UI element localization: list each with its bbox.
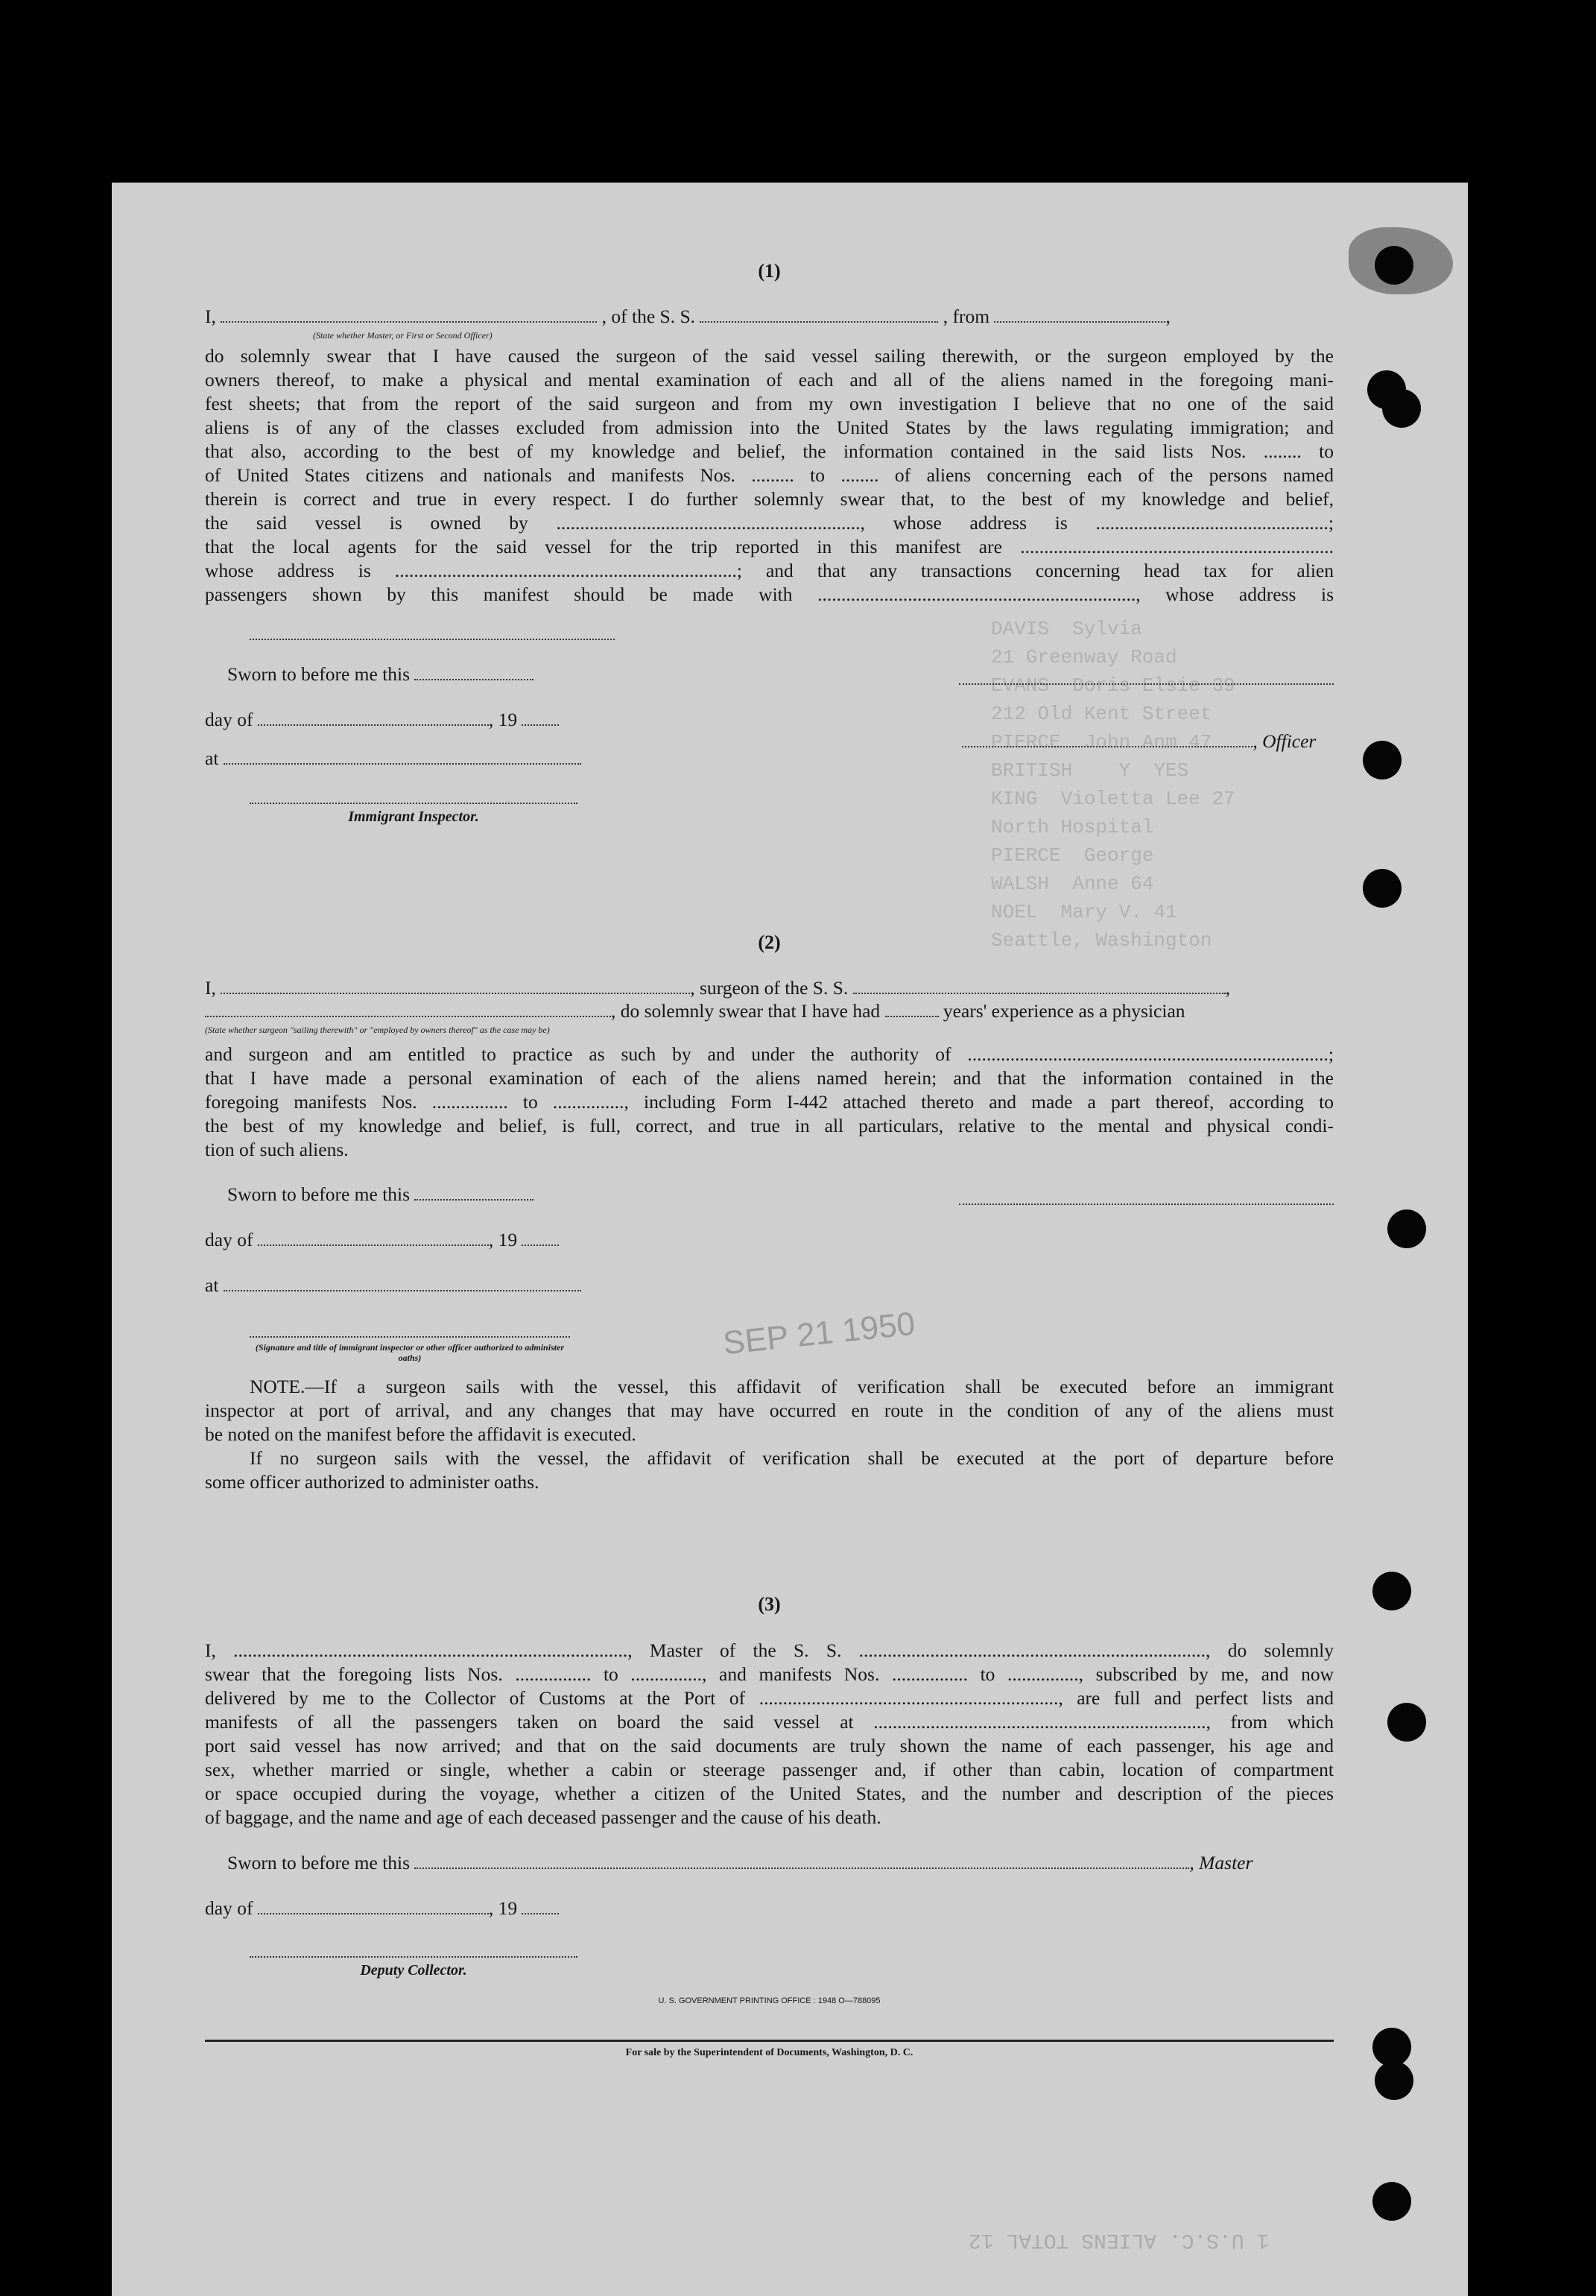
day-of-line-1: [205, 709, 1334, 731]
year-label: , 19: [488, 709, 518, 730]
signature-line: [250, 1336, 570, 1338]
day-of-line-2: [205, 1229, 1334, 1251]
punch-hole: [1363, 741, 1402, 779]
signature-line: [959, 683, 1334, 685]
section-2-line: that I have made a personal examination of each of the aliens named herein; and that the information contained in the: [205, 1067, 1334, 1089]
note-line: be noted on the manifest before the affidavit is executed.: [205, 1423, 636, 1445]
master-label: , Master: [1189, 1852, 1253, 1873]
label-i: I,: [205, 977, 216, 999]
section-3-line: delivered by me to the Collector of Customs at the Port of ..............................................................., are full and perfect lists and: [205, 1687, 1334, 1709]
punch-hole: [1375, 246, 1413, 285]
officer-label: , Officer: [1253, 730, 1317, 752]
swear-label: , do solemnly swear that I have had: [611, 1000, 881, 1022]
immigrant-inspector-caption: Immigrant Inspector.: [348, 809, 479, 825]
sworn-line-1: [205, 663, 1334, 686]
footer-text: For sale by the Superintendent of Documents, Washington, D. C.: [625, 2047, 913, 2058]
sworn-label: Sworn to before me this: [227, 1183, 411, 1205]
label-surgeon-of-ss: , surgeon of the S. S.: [690, 977, 849, 999]
officer-note: (State whether Master, or First or Second Officer): [313, 330, 493, 341]
signature-line: [250, 1956, 577, 1958]
section-3-line: of baggage, and the name and age of each deceased passenger and the cause of his death.: [205, 1806, 881, 1828]
section-1-line: that also, according to the best of my knowledge and belief, the information contained in the said lists Nos. ........ to: [205, 440, 1334, 462]
signature-line: [250, 639, 615, 640]
punch-hole: [1363, 869, 1402, 908]
at-label: at: [205, 1274, 219, 1296]
years-label: years' experience as a physician: [943, 1000, 1185, 1022]
year-label: , 19: [488, 1229, 518, 1250]
deputy-collector-caption: Deputy Collector.: [360, 1962, 467, 1979]
section-1-line: passengers shown by this manifest should be made with ..................................................................., whose address is: [205, 584, 1334, 605]
section-1-line: owners thereof, to make a physical and mental examination of each and all of the aliens named in the foregoing mani-: [205, 369, 1334, 390]
at-line-2: [205, 1274, 1334, 1297]
section-2-second-line: [205, 1000, 1334, 1022]
punch-hole: [1382, 389, 1421, 428]
section-1-line: whose address is ........................................................................; and that any transactions concerning head tax for alien: [205, 560, 1334, 581]
punch-hole: [1387, 1209, 1426, 1248]
day-of-line-3: [205, 1897, 1334, 1920]
upside-down-bleed-text: 1 U.S.C. ALIENS TOTAL 12: [969, 2228, 1270, 2251]
section-3-line: sex, whether married or single, whether a cabin or steerage passenger and, if other than cabin, location of compartment: [205, 1759, 1334, 1780]
comma: ,: [1165, 306, 1171, 327]
punch-hole: [1372, 2182, 1411, 2221]
at-label: at: [205, 747, 219, 769]
day-of-label: day of: [205, 1897, 253, 1919]
signature-note: (Signature and title of immigrant inspector or other officer authorized to administer oaths): [255, 1342, 565, 1363]
punch-hole: [1375, 2061, 1413, 2100]
surgeon-note: (State whether surgeon "sailing therewith" or "employed by owners thereof" as the case may be): [205, 1025, 550, 1035]
day-of-label: day of: [205, 1229, 253, 1250]
sworn-line-3: [205, 1852, 1334, 1874]
section-3-line: swear that the foregoing lists Nos. ................ to ..............., and manifests Nos. ................ to ..............., subscribed by me, and now: [205, 1663, 1334, 1685]
section-2-line: and surgeon and am entitled to practice as such by and under the authority of ............................................................................;: [205, 1043, 1334, 1065]
printing-office-line: U. S. GOVERNMENT PRINTING OFFICE : 1948 O—788095: [658, 1996, 881, 2005]
section-1-number: (1): [758, 260, 781, 282]
note-line: inspector at port of arrival, and any changes that may have occurred en route in the condition of any of the aliens must: [205, 1400, 1334, 1421]
section-2-line: tion of such aliens.: [205, 1139, 349, 1160]
section-1-line: the said vessel is owned by ................................................................, whose address is .................................................;: [205, 512, 1334, 534]
label-of-the-ss: , of the S. S.: [601, 306, 696, 327]
punch-hole: [1387, 1703, 1426, 1742]
manifest-form-page: [112, 183, 1468, 2296]
section-2-number: (2): [758, 932, 781, 953]
sworn-label: Sworn to before me this: [227, 663, 411, 685]
section-3-line: I, ..................................................................................., Master of the S. S. ........................................................................., do solemnly: [205, 1639, 1334, 1661]
section-1-line: do solemnly swear that I have caused the surgeon of the said vessel sailing therewith, or the surgeon employed by the: [205, 345, 1334, 367]
section-1-first-line: [205, 306, 1334, 328]
day-of-label: day of: [205, 709, 253, 730]
punch-hole: [1372, 1572, 1411, 1610]
label-from: , from: [943, 306, 990, 327]
section-2-first-line: [205, 977, 1334, 999]
note-line: some officer authorized to administer oaths.: [205, 1471, 539, 1493]
note-line: If no surgeon sails with the vessel, the affidavit of verification shall be executed at the port of departure before: [250, 1447, 1334, 1469]
section-3-number: (3): [758, 1593, 781, 1615]
note-line: NOTE.—If a surgeon sails with the vessel, this affidavit of verification shall be executed before an immigrant: [250, 1376, 1334, 1397]
comma: ,: [1225, 977, 1231, 999]
faded-stamp: SEP 21 1950: [721, 1305, 917, 1362]
year-label: , 19: [488, 1897, 518, 1919]
section-2-line: the best of my knowledge and belief, is full, correct, and true in all particulars, relative to the mental and physical condi-: [205, 1115, 1334, 1136]
signature-line: [250, 803, 577, 804]
section-1-line: therein is correct and true in every respect. I do further solemnly swear that, to the best of my knowledge and belief,: [205, 488, 1334, 510]
section-3-line: or space occupied during the voyage, whether a citizen of the United States, and the number and description of the pieces: [205, 1783, 1334, 1804]
section-3-line: manifests of all the passengers taken on board the said vessel at ......................................................................, from which: [205, 1711, 1334, 1733]
bleed-through-text: DAVIS Sylvia 21 Greenway Road EVANS Doris Elsie 39 212 Old Kent Street PIERCE John Anm 47 BRITISH Y YES KING Violetta Lee 27 North Hospital PIERCE George WALSH Anne 64 NOEL Mary V. 41 Seattle, Washington: [991, 618, 1235, 952]
section-1-line: aliens is of any of the classes excluded from admission into the United States by the laws regulating immigration; and: [205, 417, 1334, 438]
section-2-line: foregoing manifests Nos. ................ to ..............., including Form I-442 attached thereto and made a part thereof, according to: [205, 1091, 1334, 1113]
sworn-label: Sworn to before me this: [227, 1852, 411, 1873]
at-line-1: [205, 747, 1334, 770]
footer-rule: [205, 2040, 1334, 2042]
section-1-line: that the local agents for the said vessel for the trip reported in this manifest are ..................................................................: [205, 536, 1334, 557]
sworn-line-2: [205, 1183, 1334, 1206]
section-1-line: of United States citizens and nationals and manifests Nos. ......... to ........ of aliens concerning each of the persons named: [205, 464, 1334, 486]
label-i: I,: [205, 306, 216, 327]
section-3-line: port said vessel has now arrived; and that on the said documents are truly shown the name of each passenger, his age and: [205, 1735, 1334, 1756]
section-1-line: fest sheets; that from the report of the said surgeon and from my own investigation I believe that no one of the said: [205, 393, 1334, 414]
signature-line: [959, 1204, 1334, 1205]
